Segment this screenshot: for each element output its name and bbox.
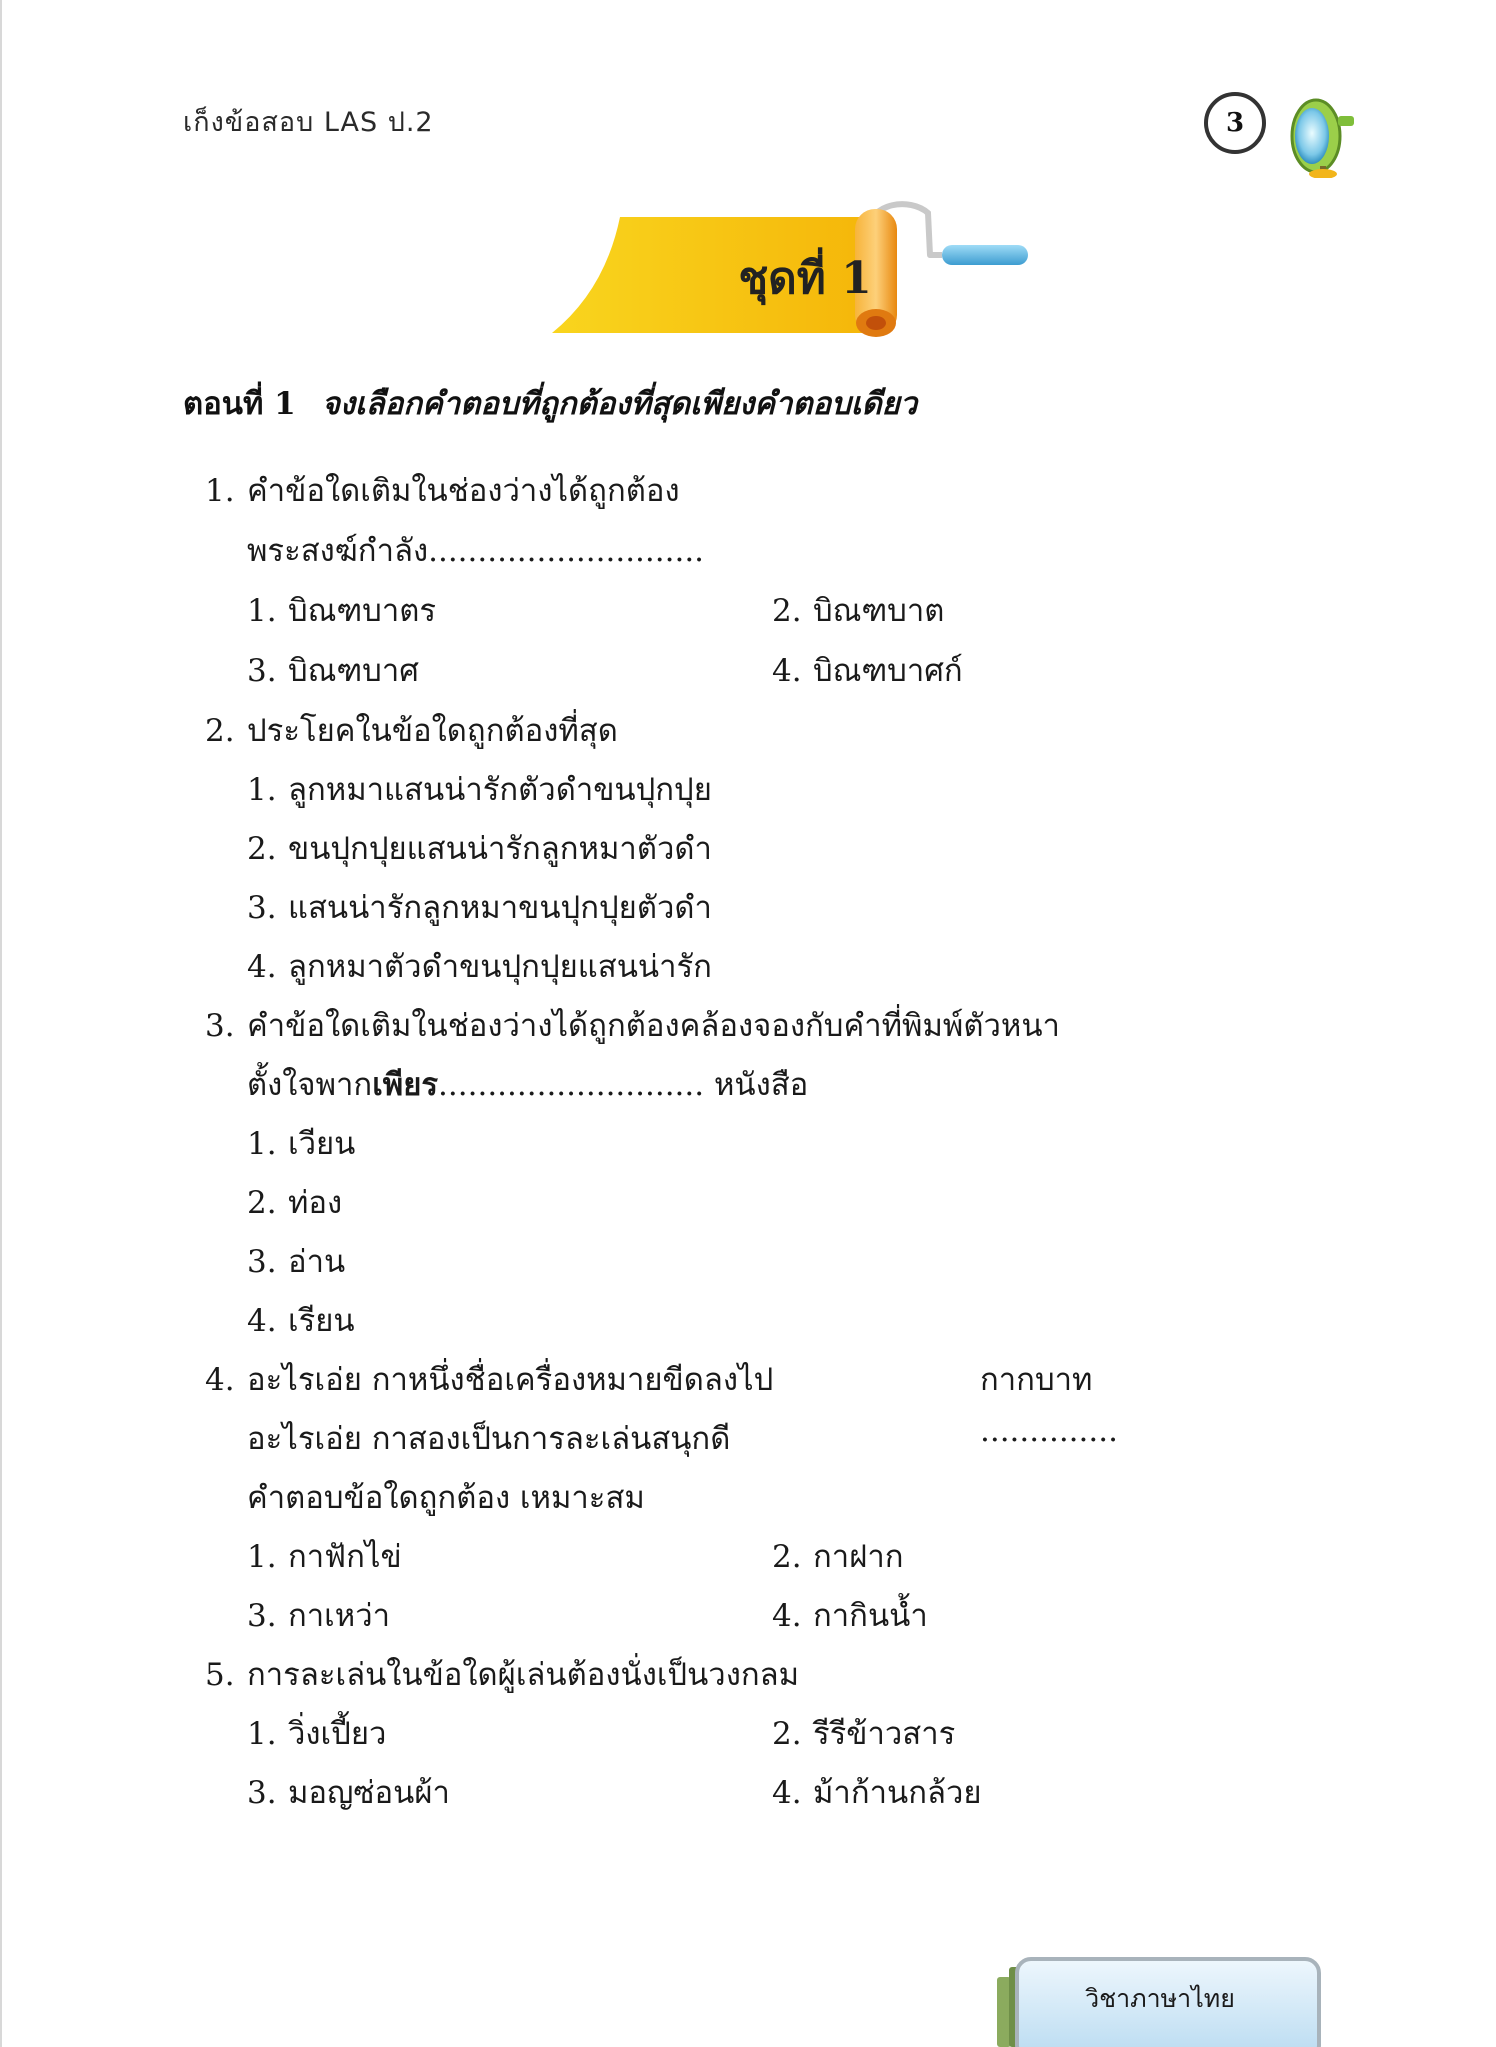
section-label: ตอนที่ 1	[183, 386, 296, 422]
page-edge	[0, 0, 2, 2047]
bold-word: เพียร	[372, 1067, 439, 1103]
page-number: 3	[1204, 92, 1266, 154]
question-1-sentence: พระสงฆ์กำลัง............................	[247, 533, 705, 569]
question-1-option-3[interactable]: 3. บิณฑบาศ	[247, 653, 419, 689]
question-4-option-2[interactable]: 2. กาฝาก	[772, 1539, 904, 1575]
question-2-option-4[interactable]: 4. ลูกหมาตัวดำขนปุกปุยแสนน่ารัก	[247, 949, 712, 985]
question-1-option-1[interactable]: 1. บิณฑบาตร	[247, 593, 437, 629]
question-4-answer-1: กากบาท	[980, 1362, 1093, 1398]
question-4-option-1[interactable]: 1. กาฟักไข่	[247, 1539, 402, 1575]
question-5: 5. การละเล่นในข้อใดผู้เล่นต้องนั่งเป็นวงกลม	[205, 1657, 800, 1693]
question-5-option-1[interactable]: 1. วิ่งเปี้ยว	[247, 1716, 387, 1752]
header-title: เก็งข้อสอบ LAS ป.2	[183, 107, 434, 138]
question-3-sentence: ตั้งใจพากเพียร........................... หนังสือ	[247, 1067, 809, 1103]
question-5-option-2[interactable]: 2. รีรีข้าวสาร	[772, 1716, 956, 1752]
question-3-option-2[interactable]: 2. ท่อง	[247, 1185, 343, 1221]
question-4-riddle-2: อะไรเอ่ย กาสองเป็นการละเล่นสนุกดี	[247, 1421, 731, 1457]
question-2-option-2[interactable]: 2. ขนปุกปุยแสนน่ารักลูกหมาตัวดำ	[247, 831, 712, 867]
question-2-option-1[interactable]: 1. ลูกหมาแสนน่ารักตัวดำขนปุกปุย	[247, 772, 712, 808]
set-title: ชุดที่ 1	[738, 253, 872, 304]
question-4-option-3[interactable]: 3. กาเหว่า	[247, 1598, 391, 1634]
question-1-option-4[interactable]: 4. บิณฑบาศก์	[772, 653, 963, 689]
question-5-option-4[interactable]: 4. ม้าก้านกล้วย	[772, 1775, 982, 1811]
question-3-option-1[interactable]: 1. เวียน	[247, 1126, 356, 1162]
question-2-option-3[interactable]: 3. แสนน่ารักลูกหมาขนปุกปุยตัวดำ	[247, 890, 712, 926]
question-3-option-4[interactable]: 4. เรียน	[247, 1303, 355, 1339]
question-5-option-3[interactable]: 3. มอญซ่อนผ้า	[247, 1775, 450, 1811]
question-4-answer-blank: ..............	[980, 1413, 1118, 1449]
question-3-option-3[interactable]: 3. อ่าน	[247, 1244, 346, 1280]
question-4-option-4[interactable]: 4. กากินน้ำ	[772, 1598, 928, 1634]
question-1-option-2[interactable]: 2. บิณฑบาต	[772, 593, 945, 629]
instruction	[183, 378, 917, 428]
instruction-text: จงเลือกคำตอบที่ถูกต้องที่สุดเพียงคำตอบเดียว	[321, 386, 918, 422]
page-badge	[1200, 88, 1360, 178]
question-3: 3. คำข้อใดเติมในช่องว่างได้ถูกต้องคล้องจองกับคำที่พิมพ์ตัวหนา	[205, 1008, 1060, 1044]
question-2: 2. ประโยคในข้อใดถูกต้องที่สุด	[205, 713, 618, 749]
set-banner	[550, 195, 1040, 345]
subject-label: วิชาภาษาไทย	[1085, 1984, 1235, 2013]
question-4: 4. อะไรเอ่ย กาหนึ่งชื่อเครื่องหมายขีดลงไป	[205, 1362, 774, 1398]
question-4-prompt: คำตอบข้อใดถูกต้อง เหมาะสม	[247, 1480, 645, 1516]
question-1: 1. คำข้อใดเติมในช่องว่างได้ถูกต้อง	[205, 473, 680, 509]
